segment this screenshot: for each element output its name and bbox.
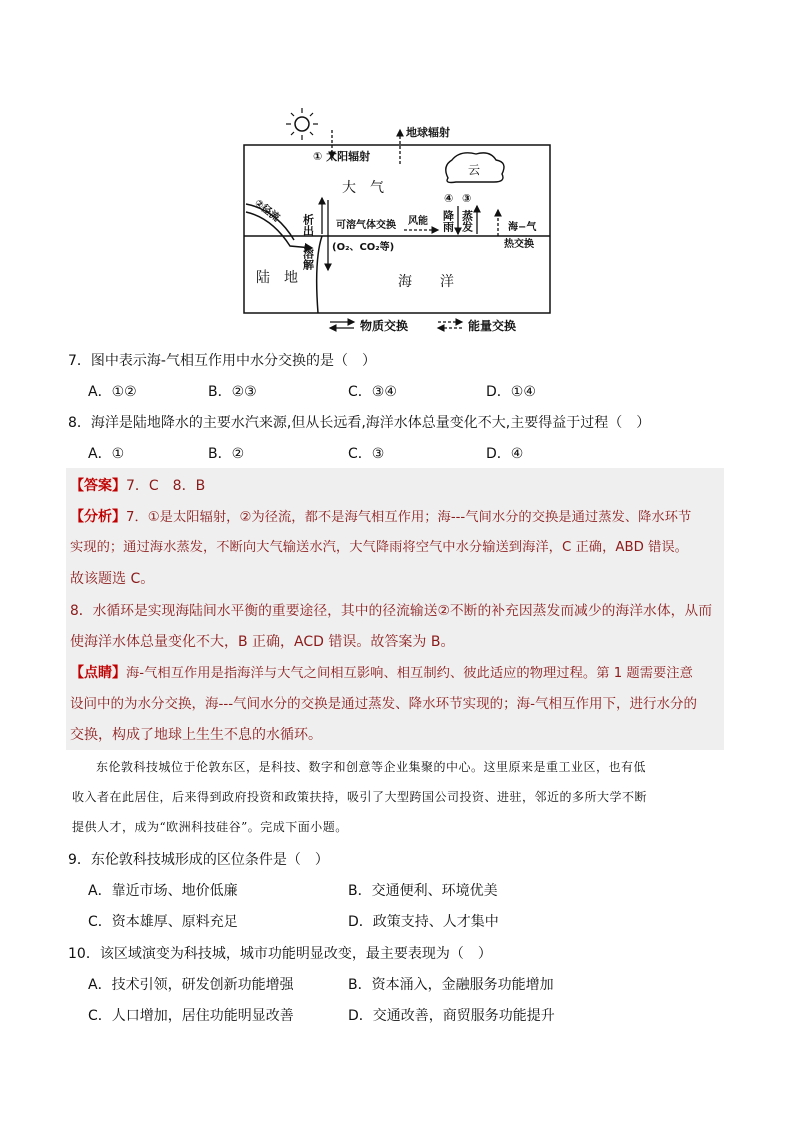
passage-line-3: 提供人才，成为“欧洲科技硅谷”。完成下面小题。 [72, 820, 348, 834]
label-runoff: ②径流 [252, 197, 282, 224]
q10-option-b: B．资本涌入，金融服务功能增加 [348, 977, 554, 993]
answer-line [70, 476, 205, 496]
coast-curve [317, 236, 322, 313]
analysis-tag: 【分析】 [70, 509, 126, 525]
label-rain: 降雨 [441, 210, 455, 232]
tip-tag: 【点睛】 [70, 665, 126, 681]
label-cloud: 云 [468, 163, 481, 177]
question-9-stem: 9．东伦敦科技城形成的区位条件是（ ） [68, 852, 329, 868]
legend-energy: 能量交换 [468, 319, 517, 333]
q8-option-d: D．④ [486, 446, 524, 462]
sea-air-interaction-diagram [236, 100, 566, 340]
passage-line-1: 东伦敦科技城位于伦敦东区，是科技、数字和创意等企业集聚的中心。这里原来是重工业区，也有低 [96, 760, 647, 774]
q7-option-d: D．①④ [486, 384, 536, 400]
tip-text-1: 海-气相互作用是指海洋与大气之间相互影响、相互制约、彼此适应的物理过程。第 1 题需要注意 [126, 666, 693, 681]
label-gas-exchange: 可溶气体交换 [336, 220, 396, 231]
q9-option-b: B．交通便利、环境优美 [348, 883, 498, 899]
q7-option-c: C．③④ [348, 384, 397, 400]
q10-option-c: C．人口增加，居住功能明显改善 [88, 1008, 294, 1024]
passage-line-2: 收入者在此居住，后来得到政府投资和政策扶持，吸引了大型跨国公司投资、进驻，邻近的多所大学不断 [72, 790, 648, 804]
label-land: 陆 地 [256, 270, 298, 286]
question-7-stem: 7．图中表示海-气相互作用中水分交换的是（ ） [68, 353, 376, 369]
analysis-line-4: 8．水循环是实现海陆间水平衡的重要途径，其中的径流输送②不断的补充因蒸发而减少的海洋水体，从而 [70, 603, 713, 619]
analysis-line-5: 使海洋水体总量变化不大，B 正确，ACD 错误。故答案为 B。 [70, 634, 455, 650]
q9-option-d: D．政策支持、人才集中 [348, 914, 499, 930]
label-earth-radiation: 地球辐射 [406, 126, 450, 139]
analysis-line-1 [70, 507, 691, 528]
label-solar-radiation: ① 太阳辐射 [313, 150, 371, 163]
label-gases: (O₂、CO₂等) [332, 242, 395, 253]
label-num4: ④ [444, 192, 454, 205]
legend-material: 物质交换 [360, 319, 409, 333]
analysis-line-2: 实现的；通过海水蒸发，不断向大气输送水汽，大气降雨将空气中水分输送到海洋，C 正确，ABD 错误。 [70, 540, 688, 555]
q7-option-a: A．①② [88, 384, 137, 400]
q8-option-b: B．② [208, 446, 245, 462]
label-num3: ③ [462, 192, 472, 205]
label-dissolve: 溶解 [301, 248, 315, 270]
label-heat-2: 热交换 [504, 239, 534, 250]
q10-option-d: D．交通改善，商贸服务功能提升 [348, 1008, 555, 1024]
tip-line-3: 交换，构成了地球上生生不息的水循环。 [70, 727, 322, 743]
q8-option-a: A．① [88, 446, 125, 462]
answer-text: 7．C 8．B [126, 478, 206, 494]
label-wind: 风能 [408, 216, 428, 227]
q9-option-c: C．资本雄厚、原料充足 [88, 914, 238, 930]
sun-icon [286, 108, 318, 140]
tip-line-1 [70, 663, 693, 684]
question-10-stem: 10．该区域演变为科技城，城市功能明显改变，最主要表现为（ ） [68, 946, 492, 962]
question-8-stem: 8．海洋是陆地降水的主要水汽来源,但从长远看,海洋水体总量变化不大,主要得益于过程（ ） [68, 415, 651, 431]
answer-tag: 【答案】 [70, 478, 126, 494]
analysis-text-1: 7．①是太阳辐射，②为径流，都不是海气相互作用；海---气间水分的交换是通过蒸发、降水环节 [126, 510, 692, 525]
q8-option-c: C．③ [348, 446, 385, 462]
label-release: 析出 [301, 214, 315, 236]
analysis-line-3: 故该题选 C。 [70, 571, 155, 587]
q9-option-a: A．靠近市场、地价低廉 [88, 883, 238, 899]
q10-option-a: A．技术引领，研发创新功能增强 [88, 977, 294, 993]
label-evap: 蒸发 [460, 210, 474, 232]
q7-option-b: B．②③ [208, 384, 257, 400]
legend [330, 318, 516, 333]
label-ocean: 海 洋 [398, 274, 454, 290]
label-heat-1: 海−气 [508, 222, 537, 233]
tip-line-2: 设问中的为水分交换，海---气间水分的交换是通过蒸发、降水环节实现的；海-气相互作用下，进行水分的 [70, 696, 697, 712]
label-atmosphere: 大 气 [342, 180, 384, 196]
